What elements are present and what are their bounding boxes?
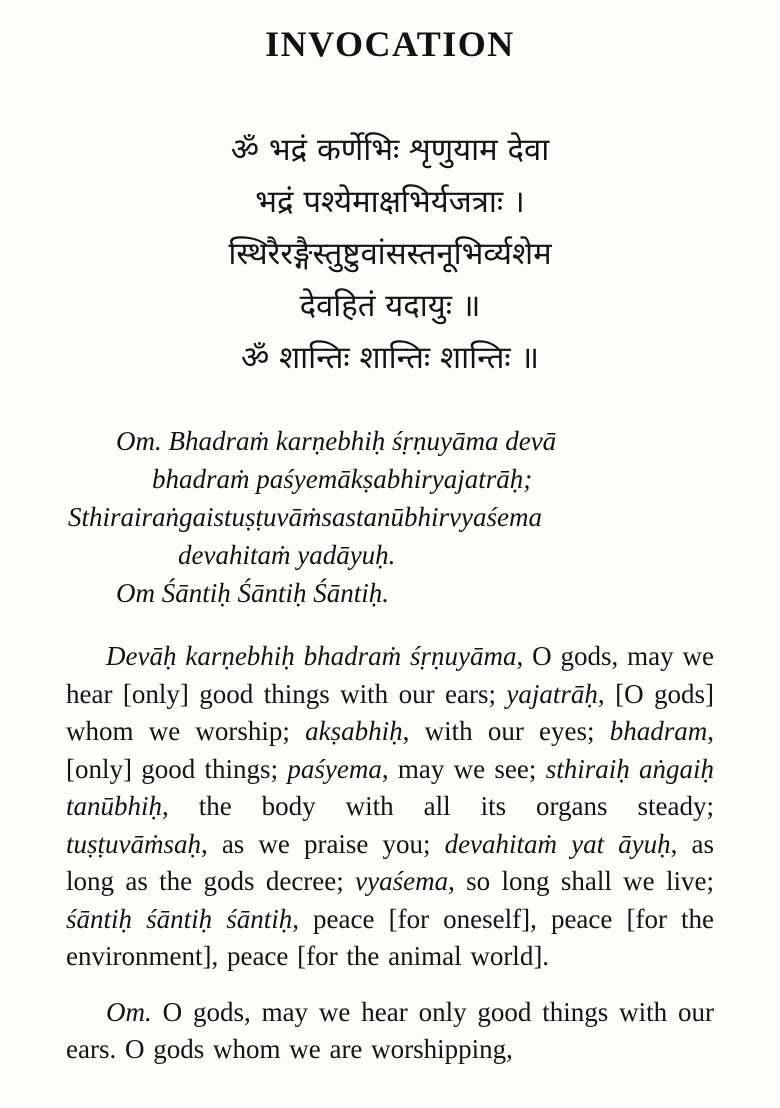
transliteration-line: bhadraṁ paśyemākṣabhiryajatrāḥ; <box>152 464 533 494</box>
sanskrit-term: paśyema <box>287 753 382 784</box>
sanskrit-term: tuṣṭuvāṁsaḥ <box>66 828 201 859</box>
english-text: , so long shall we live; <box>448 866 714 896</box>
transliteration-line: Om. Bhadraṁ karṇebhiḥ śṛṇuyāma devā <box>116 426 557 456</box>
devanagari-verse-line: देवहितं यदायुः ॥ <box>299 288 481 324</box>
transliteration-verse <box>66 422 714 612</box>
sanskrit-term: Om. <box>106 996 152 1027</box>
devanagari-verse <box>66 124 714 384</box>
english-text: , as long as the gods decree; <box>66 828 714 896</box>
page-title: INVOCATION <box>265 24 515 64</box>
devanagari-verse-line: ॐ शान्तिः शान्तिः शान्तिः ॥ <box>240 340 540 376</box>
sanskrit-term: Devāḥ karṇebhiḥ bhadraṁ śṛṇuyāma <box>106 641 517 671</box>
sanskrit-term: akṣabhiḥ <box>305 716 403 746</box>
translation-paragraph <box>66 994 714 1069</box>
english-text: , with our eyes; <box>402 716 610 746</box>
transliteration-line: Sthirairaṅgaistuṣṭuvāṁsastanūbhirvyaśema <box>68 502 543 532</box>
devanagari-verse-line: ॐ भद्रं कर्णेभिः शृणुयाम देवा <box>230 132 550 168</box>
sanskrit-term: sthiraiḥ aṅgaiḥ tanūbhiḥ <box>66 753 714 821</box>
transliteration-line: devahitaṁ yadāyuḥ. <box>178 540 396 570</box>
english-text: , the body with all its organs steady; <box>162 791 714 821</box>
sanskrit-term: yajatrāḥ <box>506 678 598 709</box>
sanskrit-term: devahitaṁ yat āyuḥ <box>444 828 671 859</box>
word-by-word-commentary <box>66 638 714 976</box>
devanagari-verse-line: भद्रं पश्येमाक्षभिर्यजत्राः । <box>255 184 525 220</box>
english-text: , O gods, may we hear [only] good things with our ears; <box>66 641 714 709</box>
english-text: , as we praise you; <box>201 828 445 859</box>
english-text: , [only] good things; <box>66 716 714 784</box>
sanskrit-term: vyaśema <box>355 866 449 896</box>
sanskrit-term: śāntiḥ śāntiḥ śāntiḥ <box>66 903 293 934</box>
devanagari-verse-line: स्थिरैरङ्गैस्तुष्टुवांसस्तनूभिर्व्यशेम <box>228 236 552 272</box>
english-text: , [O gods] whom we worship; <box>66 678 714 746</box>
transliteration-line: Om Śāntiḥ Śāntiḥ Śāntiḥ. <box>116 578 390 608</box>
english-text: , may we see; <box>381 753 546 784</box>
sanskrit-term: bhadram <box>609 716 708 746</box>
english-text: O gods, may we hear only good things with our ears. O gods whom we are worshipping, <box>66 996 714 1064</box>
english-text: , peace [for oneself], peace [for the environment], peace [for the animal world]. <box>66 903 715 971</box>
